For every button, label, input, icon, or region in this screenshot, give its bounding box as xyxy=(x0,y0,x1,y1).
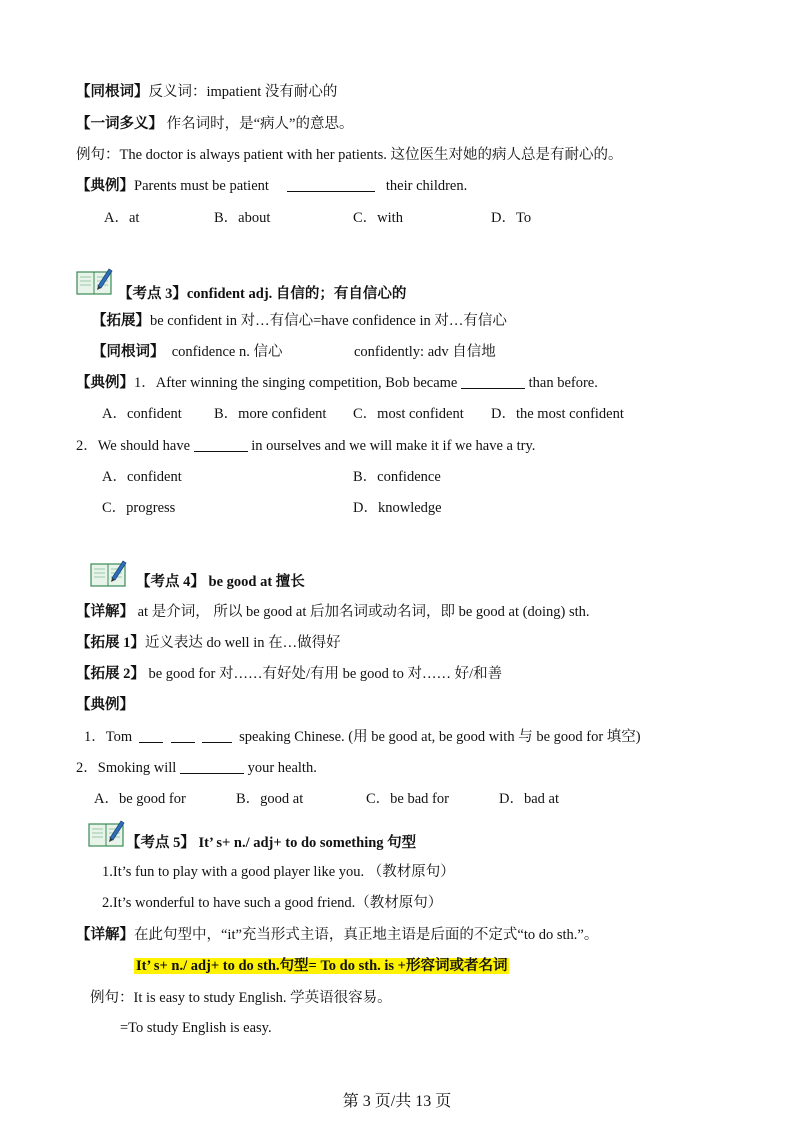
explanation-text: 在此句型中，“it”充当形式主语，真正地主语是后面的不定式“to do sth.”。 xyxy=(134,927,599,943)
question-2-pre: 2．We should have xyxy=(76,438,191,454)
topic-3-title xyxy=(118,284,406,304)
question-2-post: your health. xyxy=(247,760,317,776)
topic-5-title xyxy=(126,833,416,853)
topic-4-text: be good at 擅长 xyxy=(204,574,305,590)
question-1-post: speaking Chinese. (用 be good at, be good with 与 be good for 填空) xyxy=(239,729,641,745)
question-1-pre: 1．After winning the singing competition, Bob became xyxy=(134,375,458,391)
explanation-text: at 是介词， 所以 be good at 后加名词或动名词，即 be good at (doing) sth. xyxy=(134,604,590,620)
antonym-line xyxy=(76,82,337,102)
tag: 【同根词】 xyxy=(76,84,149,100)
option-b: B．about xyxy=(214,210,271,226)
book-pencil-icon xyxy=(88,818,126,848)
topic-5-text: It’ s+ n./ adj+ to do something 句型 xyxy=(194,835,417,851)
option-d: D．bad at xyxy=(499,791,559,807)
question-2-pre: 2．Smoking will xyxy=(76,760,177,776)
tag: 【拓展 1】 xyxy=(76,635,145,651)
explanation-line xyxy=(76,925,598,945)
option-d: D．To xyxy=(491,210,532,226)
option-c: C．progress xyxy=(102,500,176,516)
tag: 【详解】 xyxy=(76,604,134,620)
tag: 【典例】 xyxy=(76,375,134,391)
question-2 xyxy=(76,758,317,778)
question-2-post: in ourselves and we will make it if we have a try. xyxy=(251,438,536,454)
answer-blank xyxy=(461,374,525,389)
extension-2-line xyxy=(76,664,502,684)
tag: 【拓展】 xyxy=(92,313,150,329)
option-a: A．be good for xyxy=(94,791,186,807)
extension-line xyxy=(92,311,507,331)
question-1 xyxy=(76,373,598,393)
tag: 【考点 5】 xyxy=(126,835,195,851)
answer-blank xyxy=(180,759,244,774)
option-d: D．the most confident xyxy=(491,406,624,422)
answer-blank xyxy=(139,728,163,743)
answer-blank xyxy=(287,177,375,192)
option-d: D．knowledge xyxy=(353,500,442,516)
answer-blank xyxy=(202,728,232,743)
option-a: A．confident xyxy=(102,469,182,485)
extension-text: be confident in 对…有信心=have confidence in 对…有信心 xyxy=(150,313,507,329)
tag: 【考点 3】 xyxy=(118,286,187,302)
tag: 【同根词】 xyxy=(92,344,165,360)
answer-blank xyxy=(171,728,195,743)
option-c: C．be bad for xyxy=(366,791,449,807)
book-pencil-icon xyxy=(76,266,114,296)
option-b: B．good at xyxy=(236,791,304,807)
extension-1-text: 近义表达 do well in 在…做得好 xyxy=(144,635,341,651)
cognate-line xyxy=(92,342,282,362)
page-number: 第 3 页/共 13 页 xyxy=(342,1093,452,1110)
option-a: A．confident xyxy=(102,406,182,422)
cognate-a: confidence n. 信心 xyxy=(171,344,283,360)
tag: 【一词多义】 xyxy=(76,116,163,132)
polysemy-text: 作名词时，是“病人”的意思。 xyxy=(163,116,354,132)
exercise-post: their children. xyxy=(385,178,468,194)
antonym-text: 反义词：impatient 没有耐心的 xyxy=(148,84,338,100)
answer-blank xyxy=(194,437,248,452)
example-1: 例句：It is easy to study English. 学英语很容易。 xyxy=(90,990,392,1006)
formula-text: It’ s+ n./ adj+ to do sth.句型= To do sth. is +形容词或者名词 xyxy=(136,958,508,974)
question-1-pre: 1．Tom xyxy=(84,729,133,745)
extension-2-text: be good for 对……有好处/有用 be good to 对…… 好/和善 xyxy=(144,666,503,682)
option-b: B．confidence xyxy=(353,469,441,485)
question-1-post: than before. xyxy=(528,375,598,391)
tag: 【拓展 2】 xyxy=(76,666,145,682)
option-b: B．more confident xyxy=(214,406,327,422)
topic-3-text: confident adj. 自信的；有自信心的 xyxy=(186,286,407,302)
exercise-tag: 【典例】 xyxy=(76,697,134,713)
topic-4-title xyxy=(136,572,305,592)
option-a: A．at xyxy=(104,210,140,226)
example-sentence: 例句：The doctor is always patient with her patients. 这位医生对她的病人总是有耐心的。 xyxy=(76,147,623,163)
cognate-b: confidently: adv 自信地 xyxy=(354,344,496,360)
question-1 xyxy=(84,727,641,747)
option-c: C．with xyxy=(353,210,403,226)
exercise-pre: Parents must be patient xyxy=(134,178,269,194)
textbook-example-1: 1.It’s fun to play with a good player like you. （教材原句） xyxy=(102,864,455,880)
highlighted-formula xyxy=(134,956,509,976)
explanation-line xyxy=(76,602,590,622)
extension-1-line xyxy=(76,633,341,653)
option-c: C．most confident xyxy=(353,406,464,422)
tag: 【典例】 xyxy=(76,178,134,194)
polysemy-line xyxy=(76,114,354,134)
book-pencil-icon xyxy=(90,558,128,588)
question-2 xyxy=(76,436,535,456)
exercise-line xyxy=(76,176,467,196)
tag: 【详解】 xyxy=(76,927,134,943)
example-2: =To study English is easy. xyxy=(120,1020,272,1036)
textbook-example-2: 2.It’s wonderful to have such a good friend.（教材原句） xyxy=(102,895,443,911)
tag: 【考点 4】 xyxy=(136,574,205,590)
